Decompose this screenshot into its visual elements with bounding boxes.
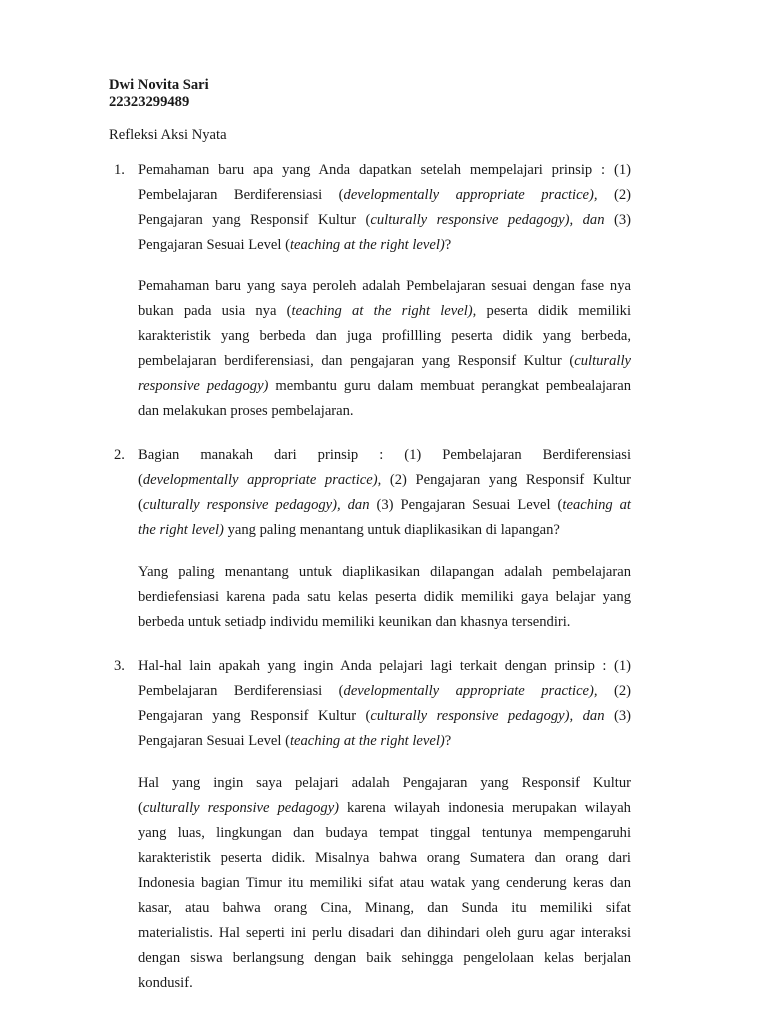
text-run: (: [138, 472, 143, 488]
text-line: [138, 946, 631, 971]
question-3: [138, 654, 631, 754]
italic-run: teaching at the right level): [289, 237, 445, 253]
author-id-number: 22323299489: [109, 94, 190, 110]
text-run: Pengajaran Sesuai Level (: [138, 733, 290, 749]
text-run: kasar, atau bahwa orang Cina, Minang, dan Sunda itu memiliki sifat: [138, 900, 631, 916]
text-line: [138, 324, 631, 349]
italic-run: culturally responsive pedagogy), dan: [370, 708, 605, 724]
text-line: [138, 921, 631, 946]
text-line: [138, 560, 631, 585]
text-run: dengan siswa berlangsung dengan baik sehingga pengelolaan kelas berjalan: [138, 950, 631, 966]
italic-run: teaching at the right level): [289, 733, 445, 749]
text-line: [138, 183, 631, 208]
italic-run: developmentally appropriate practice),: [142, 472, 382, 488]
italic-run: teaching at the right level),: [291, 303, 477, 319]
text-run: Pengajaran yang Responsif Kultur (: [138, 212, 371, 228]
text-line: [138, 374, 631, 399]
text-run: peserta didik memiliki: [476, 303, 631, 319]
text-line: [138, 274, 631, 299]
text-run: yang luas, lingkungan dan budaya tempat tinggal tentunya mempengaruhi: [138, 825, 631, 841]
text-line: [138, 443, 631, 468]
answer-3: [138, 771, 631, 996]
text-run: ?: [444, 237, 452, 253]
text-run: (: [138, 800, 143, 816]
text-run: Bagian manakah dari prinsip : (1) Pembelajaran Berdiferensiasi: [138, 447, 631, 463]
text-line: [138, 585, 631, 610]
text-line: [138, 846, 631, 871]
answer-1: [138, 274, 631, 424]
italic-run: culturally responsive pedagogy), dan: [370, 212, 605, 228]
text-line: [138, 771, 631, 796]
item-number: 3.: [114, 658, 125, 674]
text-run: ?: [444, 733, 452, 749]
text-run: Yang paling menantang untuk diaplikasikan dilapangan adalah pembelajaran: [138, 564, 631, 580]
text-run: yang paling menantang untuk diaplikasikan di lapangan?: [223, 522, 560, 538]
text-line: [138, 896, 631, 921]
text-run: (3) Pengajaran Sesuai Level (: [369, 497, 563, 513]
text-run: (: [138, 497, 143, 513]
text-line: [138, 493, 631, 518]
text-line: [138, 729, 631, 754]
text-run: membantu guru dalam membuat perangkat pembealajaran: [268, 378, 631, 394]
author-name: Dwi Novita Sari: [109, 77, 209, 93]
italic-run: responsive pedagogy): [138, 378, 269, 394]
text-run: karakteristik yang berbeda dan juga profillling peserta didik yang berbeda,: [138, 328, 631, 344]
text-line: [138, 971, 631, 996]
text-line: [138, 518, 631, 543]
text-line: [138, 233, 631, 258]
text-run: pembelajaran berdiferensiasi, dan pengajaran yang Responsif Kultur (: [138, 353, 575, 369]
text-line: [138, 654, 631, 679]
text-line: [138, 821, 631, 846]
text-line: [138, 349, 631, 374]
text-run: (2): [597, 683, 632, 699]
italic-run: culturally responsive pedagogy): [142, 800, 340, 816]
text-line: [138, 679, 631, 704]
text-line: [138, 299, 631, 324]
text-run: Hal yang ingin saya pelajari adalah Pengajaran yang Responsif Kultur: [138, 775, 631, 791]
text-line: [138, 796, 631, 821]
text-line: [138, 208, 631, 233]
text-run: Pemahaman baru yang saya peroleh adalah Pembelajaran sesuai dengan fase nya: [138, 278, 631, 294]
text-run: berdiefensiasi karena pada satu kelas peserta didik memiliki gaya belajar yang: [138, 589, 631, 605]
answer-2: [138, 560, 631, 635]
text-run: Pembelajaran Berdiferensiasi (: [138, 187, 344, 203]
text-run: berbeda untuk setiadp individu memiliki keunikan dan khasnya tersendiri.: [138, 614, 571, 630]
italic-run: developmentally appropriate practice),: [343, 683, 598, 699]
text-line: [138, 399, 631, 424]
text-run: (3): [604, 212, 631, 228]
text-run: bukan pada usia nya (: [138, 303, 292, 319]
text-run: Hal-hal lain apakah yang ingin Anda pelajari lagi terkait dengan prinsip : (1): [138, 658, 631, 674]
text-run: karena wilayah indonesia merupakan wilayah: [339, 800, 631, 816]
author-block: [109, 77, 209, 111]
text-run: Pengajaran Sesuai Level (: [138, 237, 290, 253]
italic-run: teaching at: [562, 497, 631, 513]
text-run: (2) Pengajaran yang Responsif Kultur: [381, 472, 632, 488]
text-run: Pembelajaran Berdiferensiasi (: [138, 683, 344, 699]
text-line: [138, 468, 631, 493]
question-1: [138, 158, 631, 258]
text-line: [138, 158, 631, 183]
text-line: [138, 704, 631, 729]
text-line: [138, 610, 631, 635]
document-title: Refleksi Aksi Nyata: [109, 127, 227, 143]
text-run: karakteristik peserta didik. Misalnya bahwa orang Sumatera dan orang dari: [138, 850, 631, 866]
italic-run: developmentally appropriate practice),: [343, 187, 598, 203]
italic-run: culturally responsive pedagogy), dan: [142, 497, 370, 513]
text-run: kondusif.: [138, 975, 193, 991]
text-run: Pengajaran yang Responsif Kultur (: [138, 708, 371, 724]
text-run: (2): [597, 187, 632, 203]
item-number: 2.: [114, 447, 125, 463]
text-run: dan melakukan proses pembelajaran.: [138, 403, 354, 419]
text-run: Indonesia bagian Timur itu memiliki sifat atau watak yang cenderung keras dan: [138, 875, 631, 891]
item-number: 1.: [114, 162, 125, 178]
italic-run: culturally: [574, 353, 631, 369]
text-line: [138, 871, 631, 896]
text-run: materialistis. Hal seperti ini perlu disadari dan dihindari oleh guru agar interaksi: [138, 925, 631, 941]
text-run: Pemahaman baru apa yang Anda dapatkan setelah mempelajari prinsip : (1): [138, 162, 631, 178]
question-2: [138, 443, 631, 543]
text-run: (3): [604, 708, 631, 724]
italic-run: the right level): [138, 522, 224, 538]
